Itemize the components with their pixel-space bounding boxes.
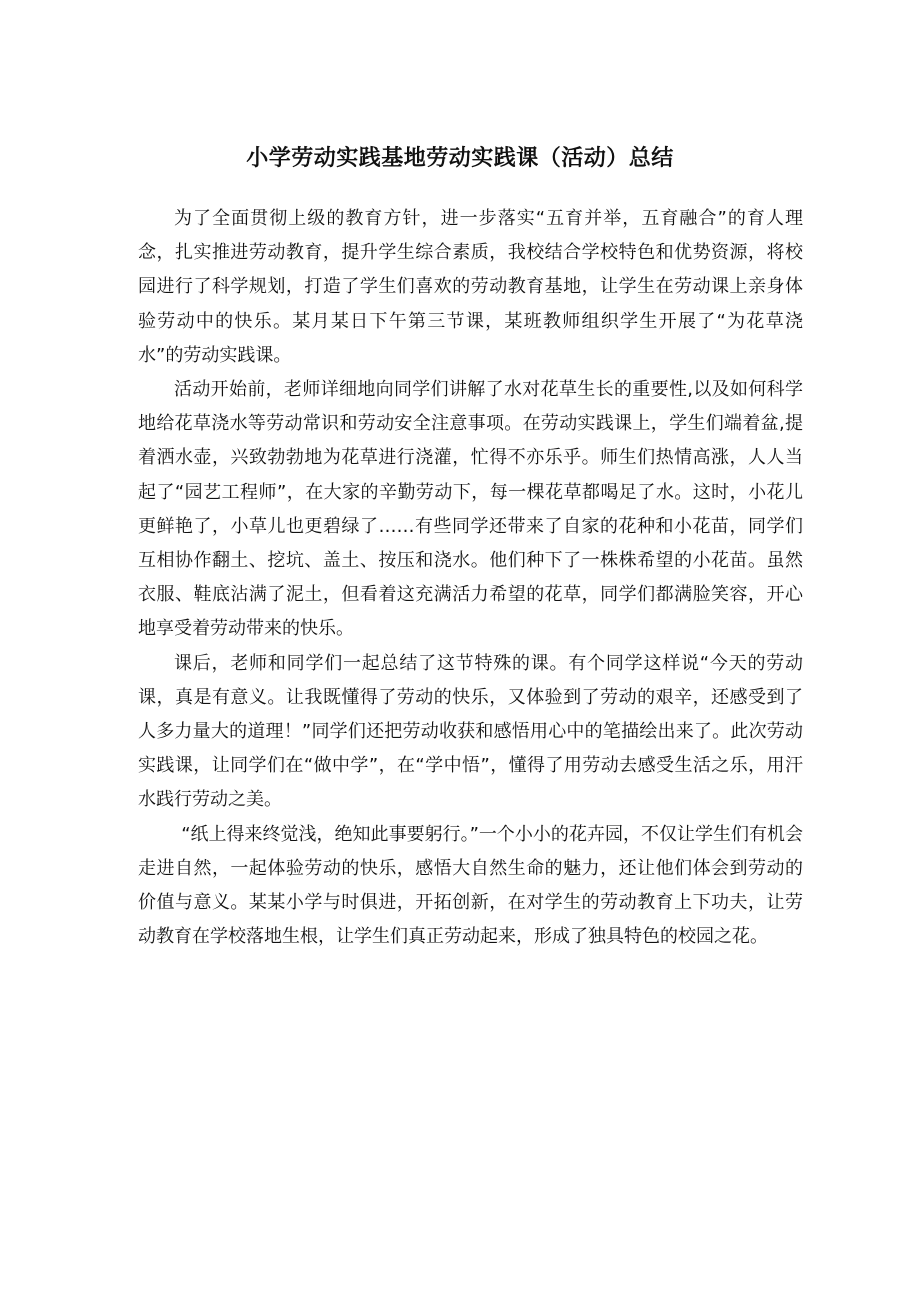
paragraph-activity: 活动开始前，老师详细地向同学们讲解了水对花草生长的重要性,以及如何科学地给花草浇水等劳动常识和劳动安全注意事项。在劳动实践课上，学生们端着盆,提着洒水壶，兴致勃勃地为花草进行浇灌，忙得不亦乐乎。师生们热情高涨，人人当起了“园艺工程师”，在大家的辛勤劳动下，每一棵花草都喝足了水。这时，小花儿更鲜艳了，小草儿也更碧绿了……有些同学还带来了自家的花种和小花苗，同学们互相协作翻土、挖坑、盖土、按压和浇水。他们种下了一株株希望的小花苗。虽然衣服、鞋底沾满了泥土，但看着这充满活力希望的花草，同学们都满脸笑容，开心地享受着劳动带来的快乐。 bbox=[138, 379, 803, 640]
paragraph-conclusion: “纸上得来终觉浅，绝知此事要躬行。”一个小小的花卉园，不仅让学生们有机会走进自然，一起体验劳动的快乐，感悟大自然生命的魅力，还让他们体会到劳动的价值与意义。某某小学与时俱进，开拓创新，在对学生的劳动教育上下功夫，让劳动教育在学校落地生根，让学生们真正劳动起来，形成了独具特色的校园之花。 bbox=[138, 823, 803, 948]
document-title: 小学劳动实践基地劳动实践课（活动）总结 bbox=[246, 146, 674, 171]
paragraph-after-class: 课后，老师和同学们一起总结了这节特殊的课。有个同学这样说“今天的劳动课，真是有意义。让我既懂得了劳动的快乐，又体验到了劳动的艰辛，还感受到了人多力量大的道理！”同学们还把劳动收获和感悟用心中的笔描绘出来了。此次劳动实践课，让同学们在“做中学”，在“学中悟”，懂得了用劳动去感受生活之乐，用汗水践行劳动之美。 bbox=[138, 652, 803, 811]
paragraph-intro: 为了全面贯彻上级的教育方针，进一步落实“五育并举，五育融合”的育人理念，扎实推进劳动教育，提升学生综合素质，我校结合学校特色和优势资源，将校园进行了科学规划，打造了学生们喜欢的劳动教育基地，让学生在劳动课上亲身体验劳动中的快乐。某月某日下午第三节课，某班教师组织学生开展了“为花草浇水”的劳动实践课。 bbox=[138, 208, 803, 366]
document-body bbox=[138, 202, 803, 954]
